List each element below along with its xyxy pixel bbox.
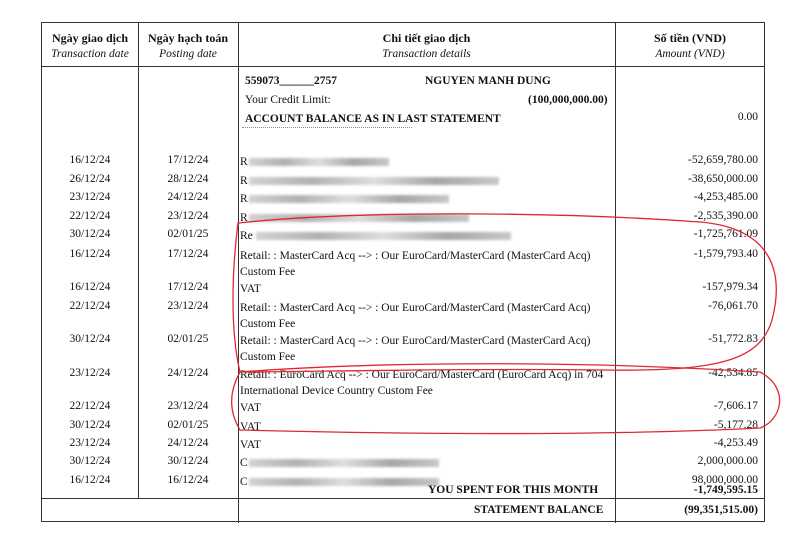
statement-balance-label: STATEMENT BALANCE (474, 504, 604, 516)
transaction-amount: -52,659,780.00 (688, 154, 758, 166)
header-label: Ngày hạch toán (147, 31, 228, 45)
transaction-date: 26/12/24 (69, 173, 111, 185)
transaction-date: 16/12/24 (69, 474, 111, 486)
redacted-text (249, 212, 469, 224)
transaction-detail: VAT (240, 402, 261, 414)
posting-date: 30/12/24 (167, 455, 209, 467)
transaction-amount: -42,534.85 (708, 367, 758, 379)
spent-value: -1,749,595.15 (693, 484, 758, 496)
posting-date: 24/12/24 (167, 367, 209, 379)
transaction-date: 16/12/24 (69, 248, 111, 260)
transaction-date: 22/12/24 (69, 400, 111, 412)
transaction-detail: VAT (240, 421, 261, 433)
posting-date: 23/12/24 (167, 400, 209, 412)
redacted-text (256, 230, 511, 242)
posting-date: 24/12/24 (167, 437, 209, 449)
redacted-text (249, 193, 449, 205)
transaction-detail: R (240, 175, 248, 187)
transaction-amount: -1,579,793.40 (693, 248, 758, 260)
transaction-amount: 98,000,000.00 (691, 474, 758, 486)
transaction-detail: C (240, 457, 248, 469)
transaction-date: 30/12/24 (69, 333, 111, 345)
transaction-date: 22/12/24 (69, 210, 111, 222)
transaction-detail: R (240, 193, 248, 205)
transaction-date: 23/12/24 (69, 367, 111, 379)
header-label: Số tiền (VND) (654, 31, 726, 45)
transaction-amount: -7,606.17 (713, 400, 758, 412)
header-label-en: Transaction date (51, 48, 129, 60)
card-number: 559073______2757 (245, 75, 337, 87)
card-holder: NGUYEN MANH DUNG (425, 75, 551, 87)
transaction-detail: Retail: : EuroCard Acq --> : Our EuroCard/MasterCard (EuroCard Acq) in 704 International Device Country Custom Fee (240, 369, 604, 397)
posting-date: 23/12/24 (167, 300, 209, 312)
transaction-date: 23/12/24 (69, 437, 111, 449)
transaction-detail: VAT (240, 283, 261, 295)
redacted-text (249, 457, 439, 469)
transaction-date: 22/12/24 (69, 300, 111, 312)
transaction-amount: -2,535,390.00 (693, 210, 758, 222)
credit-limit-value: (100,000,000.00) (528, 94, 608, 106)
opening-balance-value: 0.00 (737, 111, 758, 123)
credit-limit-label: Your Credit Limit: (245, 94, 331, 106)
header-transaction-date (42, 23, 138, 67)
posting-date: 02/01/25 (167, 228, 209, 240)
posting-date: 02/01/25 (167, 419, 209, 431)
header-label: Ngày giao dịch (51, 31, 128, 45)
transaction-detail: Retail: : MasterCard Acq --> : Our EuroCard/MasterCard (MasterCard Acq) Custom Fee (240, 335, 591, 363)
posting-date: 24/12/24 (167, 191, 209, 203)
posting-date: 23/12/24 (167, 210, 209, 222)
transaction-amount: -157,979.34 (702, 281, 758, 293)
transaction-amount: 2,000,000.00 (697, 455, 758, 467)
transaction-detail: VAT (240, 439, 261, 451)
footer-divider (42, 498, 764, 499)
transaction-detail: C (240, 476, 248, 488)
separator (242, 127, 412, 128)
posting-date: 28/12/24 (167, 173, 209, 185)
header-amount (615, 23, 765, 67)
transaction-detail: Retail: : MasterCard Acq --> : Our EuroCard/MasterCard (MasterCard Acq) Custom Fee (240, 250, 591, 278)
transaction-date: 30/12/24 (69, 228, 111, 240)
transaction-detail: Re (240, 230, 253, 242)
statement-balance-value: (99,351,515.00) (684, 504, 758, 516)
transaction-amount: -4,253.49 (713, 437, 758, 449)
redacted-text (249, 156, 389, 168)
header-label-en: Amount (VND) (655, 48, 725, 60)
transaction-amount: -4,253,485.00 (693, 191, 758, 203)
transaction-detail: R (240, 212, 248, 224)
header-posting-date (138, 23, 238, 67)
transaction-date: 30/12/24 (69, 455, 111, 467)
transaction-amount: -1,725,761.09 (693, 228, 758, 240)
transaction-detail: Retail: : MasterCard Acq --> : Our EuroCard/MasterCard (MasterCard Acq) Custom Fee (240, 302, 591, 330)
transaction-date: 16/12/24 (69, 154, 111, 166)
transaction-amount: -38,650,000.00 (688, 173, 758, 185)
statement-table (41, 22, 765, 522)
spent-label: YOU SPENT FOR THIS MONTH (428, 484, 599, 496)
transaction-date: 23/12/24 (69, 191, 111, 203)
posting-date: 17/12/24 (167, 154, 209, 166)
opening-balance-label: ACCOUNT BALANCE AS IN LAST STATEMENT (245, 113, 501, 125)
transaction-date: 16/12/24 (69, 281, 111, 293)
transaction-detail: R (240, 156, 248, 168)
posting-date: 17/12/24 (167, 248, 209, 260)
redacted-text (249, 175, 499, 187)
redacted-text (249, 476, 439, 488)
transaction-date: 30/12/24 (69, 419, 111, 431)
header-details (238, 23, 615, 67)
posting-date: 02/01/25 (167, 333, 209, 345)
header-label: Chi tiết giao dịch (382, 31, 471, 45)
header-label-en: Posting date (159, 48, 217, 60)
posting-date: 16/12/24 (167, 474, 209, 486)
transaction-amount: -51,772.83 (708, 333, 758, 345)
column-divider (238, 23, 239, 523)
transaction-amount: -5,177.28 (713, 419, 758, 431)
transaction-amount: -76,061.70 (708, 300, 758, 312)
header-label-en: Transaction details (382, 48, 471, 60)
posting-date: 17/12/24 (167, 281, 209, 293)
